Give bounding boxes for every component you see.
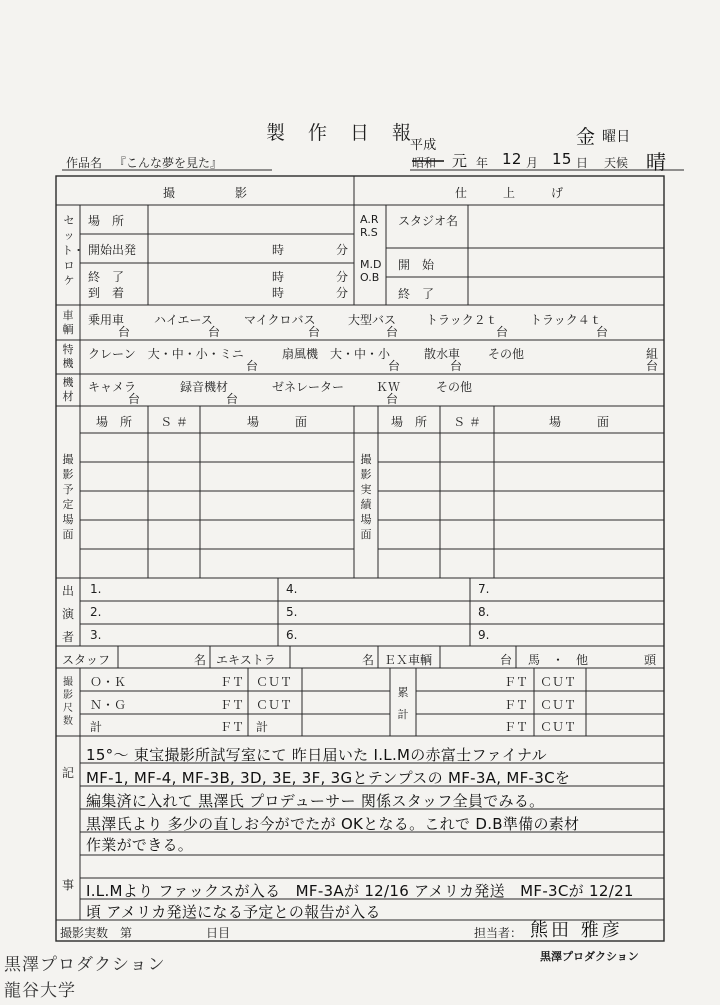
cast-number: 9. [478,628,490,642]
cast-number: 8. [478,605,490,619]
planned-place-header: 場 所 [95,415,132,429]
extra-label: エキストラ [216,653,276,667]
special-other-unit: 台 [646,359,659,373]
ex-vehicle-label: ＥＸ車輌 [384,653,433,667]
ft-unit: ＦＴ [504,675,529,689]
year-value: 元 [452,152,468,170]
vehicle-unit: 台 [496,325,509,339]
cast-label-3: 者 [62,630,75,644]
finishing-heading: 仕 上 げ [454,186,563,200]
vehicle-unit: 台 [118,325,131,339]
vehicle-item: ハイエース [154,313,213,327]
note-line: 作業ができる。 [86,836,194,854]
recorder-label: 録音機材 [180,380,229,394]
set-loc-label: セット・ロケ [62,214,84,287]
ft-unit: ＦＴ [220,675,245,689]
cast-number: 5. [286,605,298,619]
staff-unit: 名 [194,653,207,667]
cut-total-label: 計 [256,720,269,734]
month-unit: 月 [526,156,539,170]
ex-vehicle-unit: 台 [500,653,513,667]
cast-number: 3. [90,628,102,642]
cast-label-1: 出 [62,584,75,598]
note-line: MF-1, MF-4, MF-3B, 3D, 3E, 3F, 3Gとテンプスの MF-3A, MF-3Cを [86,769,571,787]
cut-unit: ＣＵＴ [256,698,293,712]
weather-label: 天候 [604,156,629,170]
page-title: 製 作 日 報 [266,122,414,144]
fan-label: 扇風機 大・中・小 [282,347,391,361]
equipment-label: 機材 [62,376,74,403]
actual-place-header: 場 所 [390,415,427,429]
shooting-heading: 撮 影 [162,186,247,200]
shooting-days-label: 撮影実数 第 [60,926,133,940]
finish-start-label: 開 始 [398,258,435,272]
actual-scenes-label: 撮影実績場面 [360,453,372,541]
footage-total-label: 計 [90,720,103,734]
weekday-value: 金 [576,126,596,148]
watermark-line-2: 龍谷大学 [4,981,76,1001]
kw-unit: 台 [386,392,399,406]
vehicle-item: トラック２ｔ [426,313,498,327]
company-name: 黒澤プロダクション [540,950,639,963]
recorder-unit: 台 [226,392,239,406]
vehicle-unit: 台 [308,325,321,339]
camera-label: キャメラ [88,380,137,394]
camera-unit: 台 [128,392,141,406]
notes-label-2: 事 [62,878,75,892]
vehicle-item: 大型バス [348,313,397,327]
horse-label: 馬 ・ 他 [528,653,589,667]
special-label: 特機 [62,343,74,370]
ft-unit: ＦＴ [504,720,529,734]
water-unit: 台 [450,359,463,373]
ft-unit: ＦＴ [220,720,245,734]
studio-label: スタジオ名 [398,214,459,228]
generator-label: ゼネレーター [272,380,345,394]
planned-scenes-label: 撮影予定場面 [62,453,74,541]
vehicle-unit: 台 [386,325,399,339]
person-name: 熊田 雅彦 [530,920,623,941]
cast-label-2: 演 [62,607,75,621]
cast-number: 4. [286,582,298,596]
ft-unit: ＦＴ [504,698,529,712]
note-line: 黒澤氏より 多少の直しお今がでたが OKとなる。これで D.B準備の素材 [86,815,580,833]
cast-number: 7. [478,582,490,596]
cumulative-label: 累計 [397,686,409,721]
finish-end-label: 終 了 [398,287,435,301]
cast-number: 6. [286,628,298,642]
planned-scene-header: 場 面 [246,415,307,429]
day-unit: 日 [576,156,589,170]
watermark-line-1: 黒澤プロダクション [4,955,166,975]
month-value: 12 [502,150,522,168]
start-label: 開始出発 [88,243,137,257]
cut-unit: ＣＵＴ [540,675,577,689]
end-hour-unit-2: 時 [272,286,285,300]
crane-unit: 台 [246,359,259,373]
special-group-unit: 組 [646,347,659,361]
era-handwritten: 平成 [410,138,437,153]
actual-scene-header: 場 面 [548,415,609,429]
note-line: I.L.Mより ファックスが入る MF-3Aが 12/16 アメリカ発送 MF-3Cが 12/21 [86,882,634,900]
notes-label-1: 記 [62,766,75,780]
note-line: 頃 アメリカ発送になる予定との報告が入る [86,903,381,921]
cut-unit: ＣＵＴ [256,675,293,689]
end-minute-unit-1: 分 [336,270,349,284]
cut-unit: ＣＵＴ [540,720,577,734]
note-line: 15°～ 東宝撮影所試写室にて 昨日届いた I.L.Mの赤富士ファイナル [86,746,547,764]
planned-s-header: Ｓ ＃ [160,415,188,429]
work-title-label: 作品名 [66,156,103,170]
start-hour-unit: 時 [272,243,285,257]
equipment-other-label: その他 [436,380,473,394]
extra-unit: 名 [362,653,375,667]
ok-label: Ｏ・Ｋ [90,675,127,689]
water-truck-label: 散水車 [424,347,461,361]
vehicle-unit: 台 [208,325,221,339]
ng-label: Ｎ・Ｇ [90,698,127,712]
start-minute-unit: 分 [336,243,349,257]
work-title: 『こんな夢を見た』 [114,156,223,170]
mdob-label: M.D O.B [360,258,382,284]
crane-label: クレーン 大・中・小・ミニ [88,347,244,361]
actual-s-header: Ｓ ＃ [453,415,481,429]
end-label-2: 到 着 [88,286,125,300]
note-line: 編集済に入れて 黒澤氏 プロデューサー 関係スタッフ全員でみる。 [86,792,545,810]
special-other-label: その他 [488,347,525,361]
vehicle-item: マイクロバス [244,313,316,327]
end-label-1: 終 了 [88,270,125,284]
cast-number: 2. [90,605,102,619]
place-label: 場 所 [88,214,125,228]
weekday-unit: 曜日 [602,129,631,145]
vehicle-unit: 台 [596,325,609,339]
horse-unit: 頭 [644,653,657,667]
staff-label: スタッフ [62,653,111,667]
vehicles-label: 車輌 [62,309,74,336]
kw-label: ＫＷ [376,380,401,394]
end-minute-unit-2: 分 [336,286,349,300]
era-struck: 昭和 [412,156,437,170]
end-hour-unit-1: 時 [272,270,285,284]
year-unit: 年 [476,156,489,170]
vehicle-item: 乗用車 [88,313,125,327]
fan-unit: 台 [388,359,401,373]
vehicle-item: トラック４ｔ [530,313,602,327]
weather-value: 晴 [646,150,667,174]
ars-label: A.R R.S [360,213,379,239]
person-label: 担当者： [474,926,523,940]
shooting-days-unit: 日目 [206,926,231,940]
footage-label: 撮影尺数 [63,677,73,727]
day-value: 15 [552,150,572,168]
cast-number: 1. [90,582,102,596]
cut-unit: ＣＵＴ [540,698,577,712]
ft-unit: ＦＴ [220,698,245,712]
